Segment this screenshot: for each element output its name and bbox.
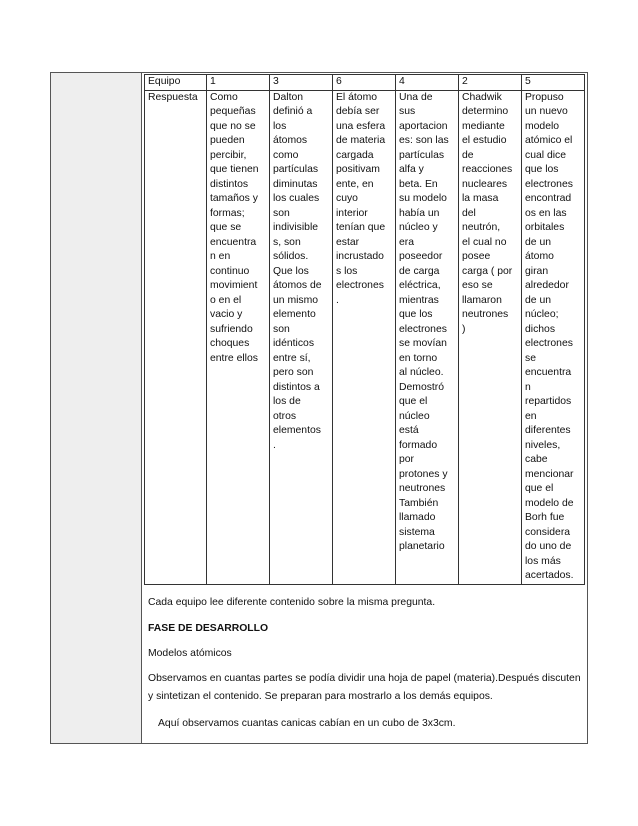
table-cell: 5: [522, 75, 585, 91]
left-shaded-cell: [51, 73, 142, 743]
table-cell: 3: [270, 75, 333, 91]
table-cell: Equipo: [145, 75, 207, 91]
paragraph-3-line-2: y sintetizan el contenido. Se preparan para mostrarlo a los demás equipos.: [148, 691, 493, 702]
paragraph-1: Cada equipo lee diferente contenido sobre la misma pregunta.: [148, 597, 436, 608]
table-cell: Respuesta: [145, 90, 207, 584]
results-table: [144, 74, 585, 585]
paragraph-3-line-1: Observamos en cuantas partes se podía dividir una hoja de papel (materia).Después discuten: [148, 673, 581, 684]
table-cell: 1: [207, 75, 270, 91]
table-row: [145, 90, 585, 584]
table-header-row: [145, 75, 585, 91]
table-cell: 6: [333, 75, 396, 91]
table-cell: El átomo debía ser una esfera de materia cargada positivam ente, en cuyo interior tenían que estar incrustado s los electrones .: [333, 90, 396, 584]
table-cell: 2: [459, 75, 522, 91]
table-cell: 4: [396, 75, 459, 91]
paragraph-2: Modelos atómicos: [148, 648, 232, 659]
section-heading: FASE DE DESARROLLO: [148, 623, 269, 634]
table-cell: Dalton definió a los átomos como partículas diminutas los cuales son indivisible s, son sólidos. Que los átomos de un mismo elemento son idénticos entre sí, pero son distintos a los de otros elementos .: [270, 90, 333, 584]
table-cell: Chadwik determino mediante el estudio de reacciones nucleares la masa del neutrón, el cual no posee carga ( por eso se llamaron neutrones ): [459, 90, 522, 584]
table-cell: Una de sus aportacion es: son las partículas alfa y beta. En su modelo había un núcleo y era poseedor de carga eléctrica, mientras que los electrones se movían en torno al núcleo. Demostró que el núcleo está formado por protones y neutrones También llamado sistema planetario: [396, 90, 459, 584]
table-cell: Propuso un nuevo modelo atómico el cual dice que los electrones encontrad os en las orbitales de un átomo giran alrededor de un núcleo; dichos electrones se encuentra n repartidos en diferentes niveles, cabe mencionar que el modelo de Borh fue considera do uno de los más acertados.: [522, 90, 585, 584]
paragraph-4: Aquí observamos cuantas canicas cabían en un cubo de 3x3cm.: [158, 718, 456, 729]
table-cell: Como pequeñas que no se pueden percibir, que tienen distintos tamaños y formas; que se encuentra n en continuo movimient o en el vacio y sufriendo choques entre ellos: [207, 90, 270, 584]
